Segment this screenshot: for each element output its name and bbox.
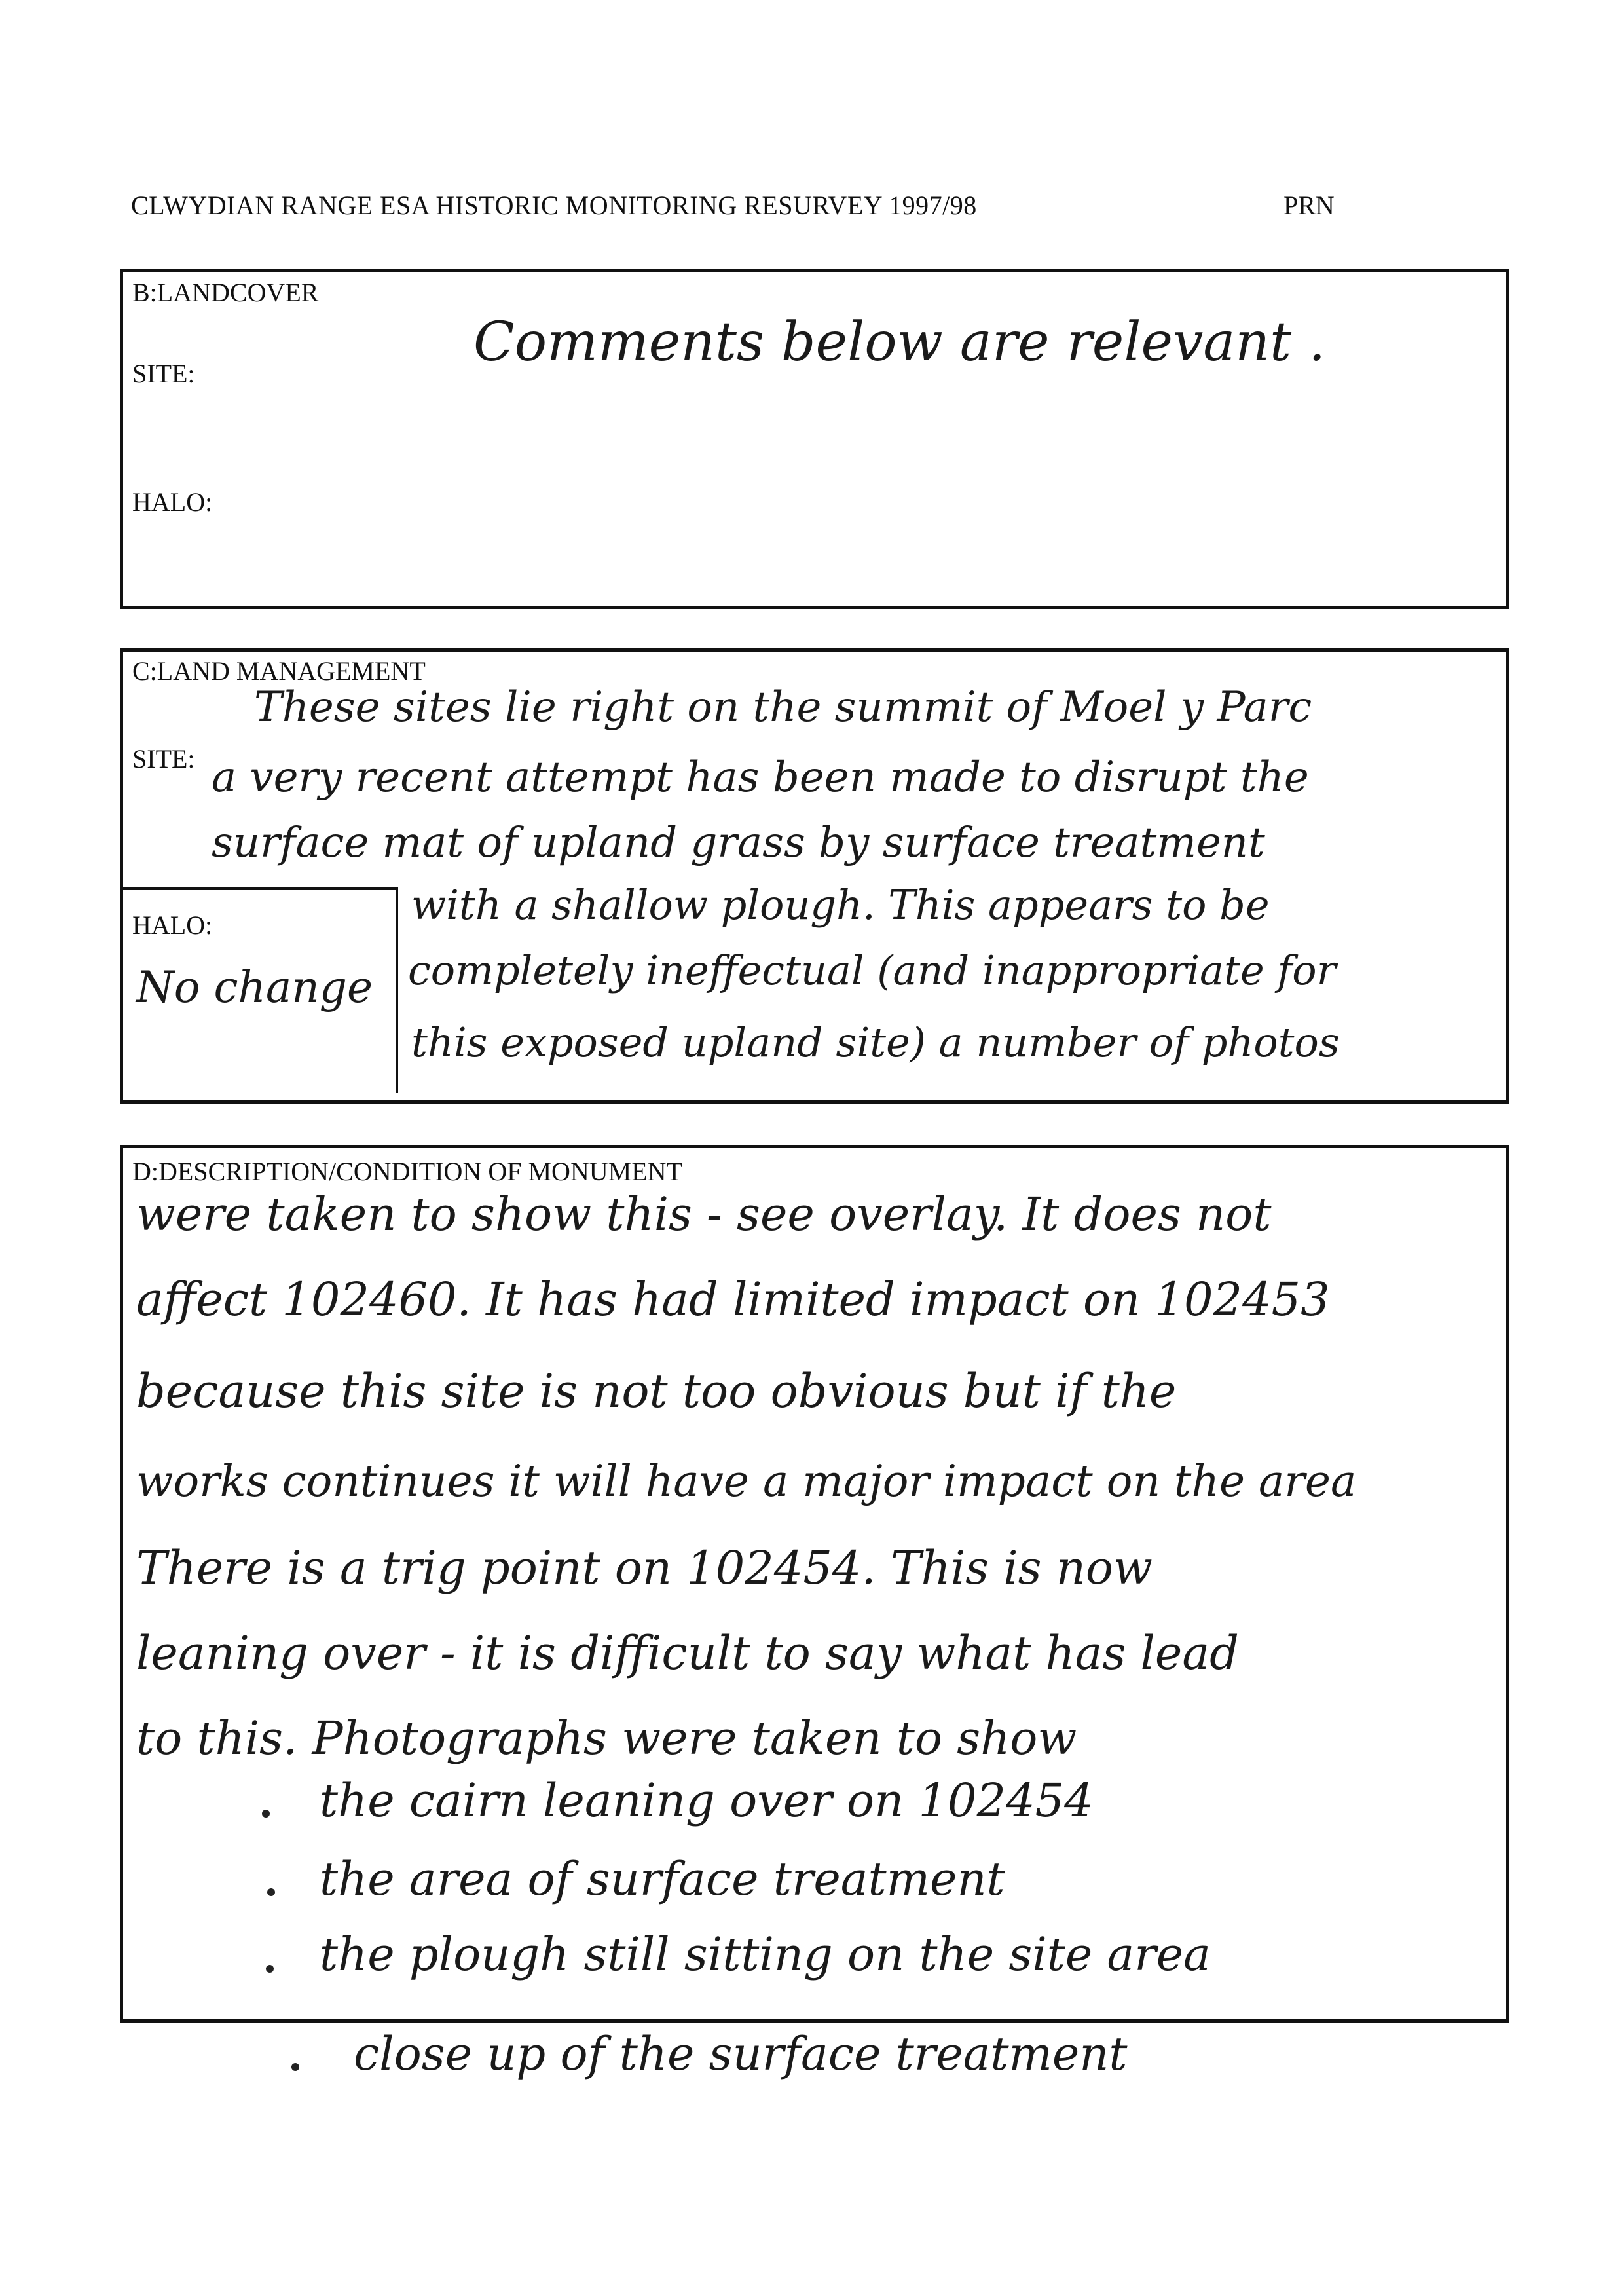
section-c-halo-box <box>123 887 398 1093</box>
bullet-dot <box>291 2063 299 2071</box>
section-d-line: leaning over - it is difficult to say what has lead <box>136 1626 1239 1680</box>
section-c-heading: C:LAND MANAGEMENT <box>132 656 426 686</box>
bullet-dot <box>262 1810 270 1818</box>
prn-label: PRN <box>1283 191 1335 220</box>
section-c-site-line: this exposed upland site) a number of photos <box>411 1018 1340 1066</box>
section-c-halo-note: No change <box>136 962 373 1013</box>
section-c-site-line: surface mat of upland grass by surface treatment <box>212 819 1265 867</box>
section-b-landcover <box>120 269 1509 609</box>
section-d-bullet-item: the cairn leaning over on 102454 <box>320 1774 1094 1827</box>
section-b-site-label: SITE: <box>132 359 195 388</box>
section-d-description <box>120 1145 1509 2023</box>
section-b-heading: B:LANDCOVER <box>132 278 319 307</box>
section-b-site-note: Comments below are relevant . <box>473 311 1326 373</box>
section-d-line: affect 102460. It has had limited impact on 102453 <box>136 1273 1330 1326</box>
section-c-land-management <box>120 648 1509 1104</box>
section-d-heading: D:DESCRIPTION/CONDITION OF MONUMENT <box>132 1157 682 1186</box>
section-c-site-label: SITE: <box>132 744 195 774</box>
section-d-bullet-item: the area of surface treatment <box>320 1852 1005 1906</box>
section-c-halo-label: HALO: <box>132 910 213 940</box>
section-d-line: were taken to show this - see overlay. It does not <box>136 1187 1272 1241</box>
section-d-line: to this. Photographs were taken to show <box>136 1711 1077 1765</box>
form-title: CLWYDIAN RANGE ESA HISTORIC MONITORING RESURVEY 1997/98 <box>131 191 977 220</box>
section-b-halo-label: HALO: <box>132 487 213 517</box>
section-c-site-line: with a shallow plough. This appears to be <box>411 881 1270 929</box>
section-d-line: There is a trig point on 102454. This is now <box>136 1541 1153 1595</box>
section-c-site-line: a very recent attempt has been made to disrupt the <box>212 753 1309 802</box>
bullet-dot <box>267 1888 275 1896</box>
section-d-line: works continues it will have a major impact on the area <box>136 1456 1357 1506</box>
section-d-bullet-item: the plough still sitting on the site area <box>320 1928 1211 1981</box>
section-d-bullet-item-outside: close up of the surface treatment <box>354 2027 1128 2081</box>
section-c-site-line: completely ineffectual (and inappropriate for <box>408 946 1337 994</box>
bullet-dot <box>266 1965 274 1973</box>
section-d-line: because this site is not too obvious but if the <box>136 1364 1177 1418</box>
section-c-site-line: These sites lie right on the summit of Moel y Parc <box>254 683 1312 732</box>
